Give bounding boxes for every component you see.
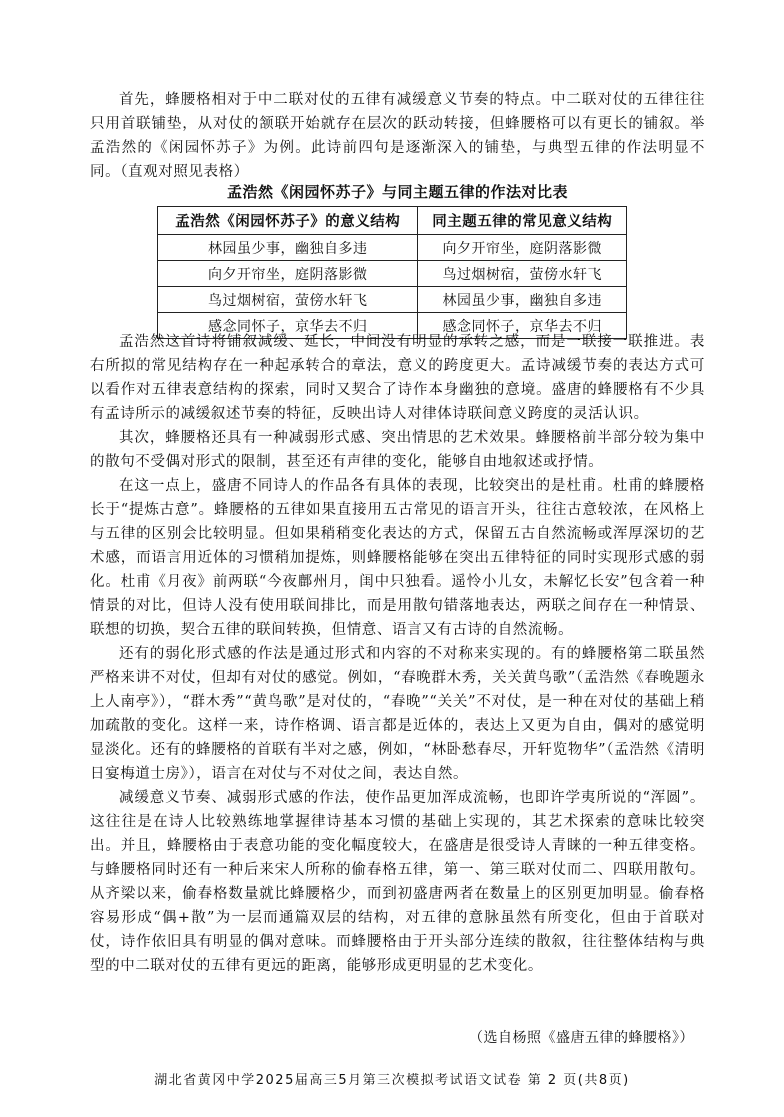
table-cell: 向夕开帘坐，庭阴落影微: [158, 261, 418, 287]
table-cell: 鸟过烟树宿，萤傍水轩飞: [158, 287, 418, 313]
paragraph: 减缓意义节奏、减弱形式感的作法，使作品更加浑成流畅，也即许学夷所说的“浑圆”。这往往是在诗人比较熟练地掌握律诗基本习惯的基础上实现的，其艺术探索的意味比较突出。并且，蜂腰格由于表意功能的变化幅度较大，在盛唐是很受诗人青睐的一种五律变格。与蜂腰格同时还有一种后来宋人所称的偷春格五律，第一、第三联对仗而二、四联用散句。从齐梁以来，偷春格数量就比蜂腰格少，而到初盛唐两者在数量上的区别更加明显。偷春格容易形成“偶+散”为一层而通篇双层的结构，对五律的意脉虽然有所变化，但由于首联对仗，诗作依旧具有明显的偶对意味。而蜂腰格由于开头部分连续的散叙，往往整体结构与典型的中二联对仗的五律有更远的距离，能够形成更明显的艺术变化。: [90, 790, 705, 974]
intro-paragraph: 首先，蜂腰格相对于中二联对仗的五律有减缓意义节奏的特点。中二联对仗的五律往往只用首联铺垫，从对仗的颔联开始就存在层次的跃动转接，但蜂腰格可以有更长的铺叙。举孟浩然的《闲园怀苏子》为例。此诗前四句是逐渐深入的铺垫，与典型五律的作法明显不同。（直观对照见表格）: [90, 92, 705, 180]
table-cell: 林园虽少事，幽独自多违: [158, 235, 418, 261]
table-header-cell: 孟浩然《闲园怀苏子》的意义结构: [158, 207, 418, 235]
paragraph: 还有的弱化形式感的作法是通过形式和内容的不对称来实现的。有的蜂腰格第二联虽然严格来讲不对仗，但却有对仗的感觉。例如，“春晚群木秀，关关黄鸟歌”（孟浩然《春晚题永上人南亭》），“群木秀”“黄鸟歌”是对仗的，“春晚”“关关”不对仗，是一种在对仗的基础上稍加疏散的变化。这样一来，诗作格调、语言都是近体的，表达上又更为自由，偶对的感觉明显淡化。还有的蜂腰格的首联有半对之感，例如，“林卧愁春尽，开轩览物华”（孟浩然《清明日宴梅道士房》），语言在对仗与不对仗之间，表达自然。: [90, 646, 705, 782]
table-cell: 林园虽少事，幽独自多违: [418, 287, 627, 313]
comparison-table: [157, 206, 627, 339]
paragraph: 其次，蜂腰格还具有一种减弱形式感、突出情思的艺术效果。蜂腰格前半部分较为集中的散句不受偶对形式的限制，甚至还有声律的变化，能够自由地叙述或抒情。: [90, 430, 705, 470]
table-header-row: [158, 207, 627, 235]
intro-section: [90, 88, 705, 184]
table-header-cell: 同主题五律的常见意义结构: [418, 207, 627, 235]
paragraph: 孟浩然这首诗将铺叙减缓、延长，中间没有明显的承转之感，而是一联接一联推进。表右所拟的常见结构存在一种起承转合的章法，意义的跨度更大。孟诗减缓节奏的表达方式可以看作对五律表意结构的探索，同时又契合了诗作本身幽独的意境。盛唐的蜂腰格有不少具有孟诗所示的减缓叙述节奏的特征，反映出诗人对律体诗联间意义跨度的灵活认识。: [90, 334, 705, 422]
table-row: [158, 287, 627, 313]
table-cell: 感念同怀子，京华去不归: [158, 313, 418, 339]
paragraph: 在这一点上，盛唐不同诗人的作品各有具体的表现，比较突出的是杜甫。杜甫的蜂腰格长于“提炼古意”。蜂腰格的五律如果直接用五古常见的语言开头，往往古意较浓，在风格上与五律的区别会比较明显。但如果稍稍变化表达的方式，保留五古自然流畅或浑厚深切的艺术感，而语言用近体的习惯稍加提炼，则蜂腰格能够在突出五律特征的同时实现形式感的弱化。杜甫《月夜》前两联“今夜鄜州月，闺中只独看。遥怜小儿女，未解忆长安”包含着一种情景的对比，但诗人没有使用联间排比，而是用散句错落地表达，两联之间存在一种情景、联想的切换，契合五律的联间转换，但情意、语言又有古诗的自然流畅。: [90, 478, 705, 638]
source-citation: （选自杨照《盛唐五律的蜂腰格》）: [469, 1030, 694, 1046]
main-text: [90, 330, 705, 978]
table-title: 孟浩然《闲园怀苏子》与同主题五律的作法对比表: [226, 183, 568, 201]
table-row: [158, 235, 627, 261]
table-cell: 鸟过烟树宿，萤傍水轩飞: [418, 261, 627, 287]
table-row: [158, 261, 627, 287]
page-footer: 湖北省黄冈中学2025届高三5月第三次模拟考试语文试卷 第 2 页(共8页): [154, 1073, 630, 1088]
table-cell: 感念同怀子，京华去不归: [418, 313, 627, 339]
table-cell: 向夕开帘坐，庭阴落影微: [418, 235, 627, 261]
